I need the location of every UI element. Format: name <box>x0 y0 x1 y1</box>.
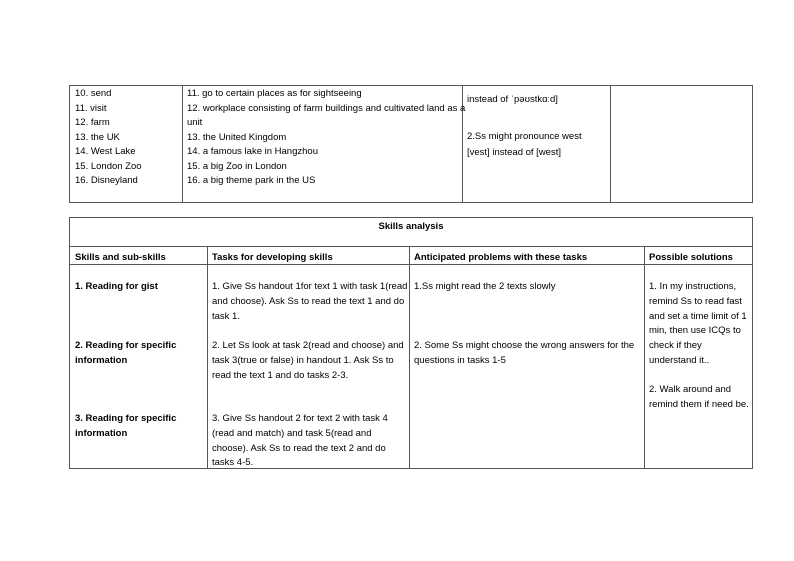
skill-item: 2. Reading for specific information <box>75 340 177 366</box>
word-item: 10. send <box>75 88 112 99</box>
task-item: 3. Give Ss handout 2 for text 2 with task 4 (read and match) and task 5(read and choose). Ask Ss to read the text 2 and do tasks 4-5. <box>212 413 388 469</box>
row-divider <box>70 264 752 265</box>
meaning-item: 13. the United Kingdom <box>187 131 287 143</box>
column-divider <box>610 86 611 202</box>
skills-analysis-table <box>69 217 753 469</box>
pronunciation-note: [vest] instead of [west] <box>467 147 561 158</box>
column-divider <box>409 246 410 468</box>
task-item: 1. Give Ss handout 1for text 1 with task 1(read and choose). Ask Ss to read the text 1 and do task 1. <box>212 281 408 322</box>
solution-item: 2. Walk around and remind them if need be. <box>649 384 749 410</box>
row-divider <box>70 246 752 247</box>
problem-item: 1.Ss might read the 2 texts slowly <box>414 281 556 292</box>
column-header: Anticipated problems with these tasks <box>414 252 588 263</box>
word-item: 16. Disneyland <box>75 175 138 186</box>
word-item: 11. visit <box>75 102 107 114</box>
table-title: Skills analysis <box>378 221 444 232</box>
word-item: 14. West Lake <box>75 146 136 157</box>
meaning-item: 14. a famous lake in Hangzhou <box>187 146 318 157</box>
meaning-item: 16. a big theme park in the US <box>187 175 316 186</box>
word-item: 12. farm <box>75 117 110 128</box>
word-item: 13. the UK <box>75 131 120 143</box>
skill-item: 1. Reading for gist <box>75 281 158 292</box>
skill-item: 3. Reading for specific information <box>75 413 177 439</box>
column-header: Skills and sub-skills <box>75 252 166 263</box>
meaning-item: 12. workplace consisting of farm buildings and cultivated land as a <box>187 102 466 114</box>
pronunciation-note: instead of ˈpəʊstkɑːd] <box>467 94 558 105</box>
meaning-list <box>187 87 465 189</box>
meaning-item: unit <box>187 117 203 128</box>
word-item: 15. London Zoo <box>75 160 142 172</box>
word-list <box>75 87 142 189</box>
meaning-item: 11. go to certain places as for sightseeing <box>187 88 362 99</box>
pronunciation-note: 2.Ss might pronounce west <box>467 131 582 142</box>
column-divider <box>207 246 208 468</box>
column-divider <box>182 86 183 202</box>
task-item: 2. Let Ss look at task 2(read and choose) and task 3(true or false) in handout 1. Ask Ss to read the text 1 and do tasks 2-3. <box>212 340 404 381</box>
solution-item: 1. In my instructions, remind Ss to read fast and set a time limit of 1 min, then use ICQs to check if they understand it.. <box>649 281 747 366</box>
column-divider <box>644 246 645 468</box>
column-header: Possible solutions <box>649 252 733 263</box>
problem-item: 2. Some Ss might choose the wrong answers for the questions in tasks 1-5 <box>414 340 635 366</box>
vocabulary-table <box>69 85 753 203</box>
column-header: Tasks for developing skills <box>212 252 333 263</box>
meaning-item: 15. a big Zoo in London <box>187 160 287 172</box>
